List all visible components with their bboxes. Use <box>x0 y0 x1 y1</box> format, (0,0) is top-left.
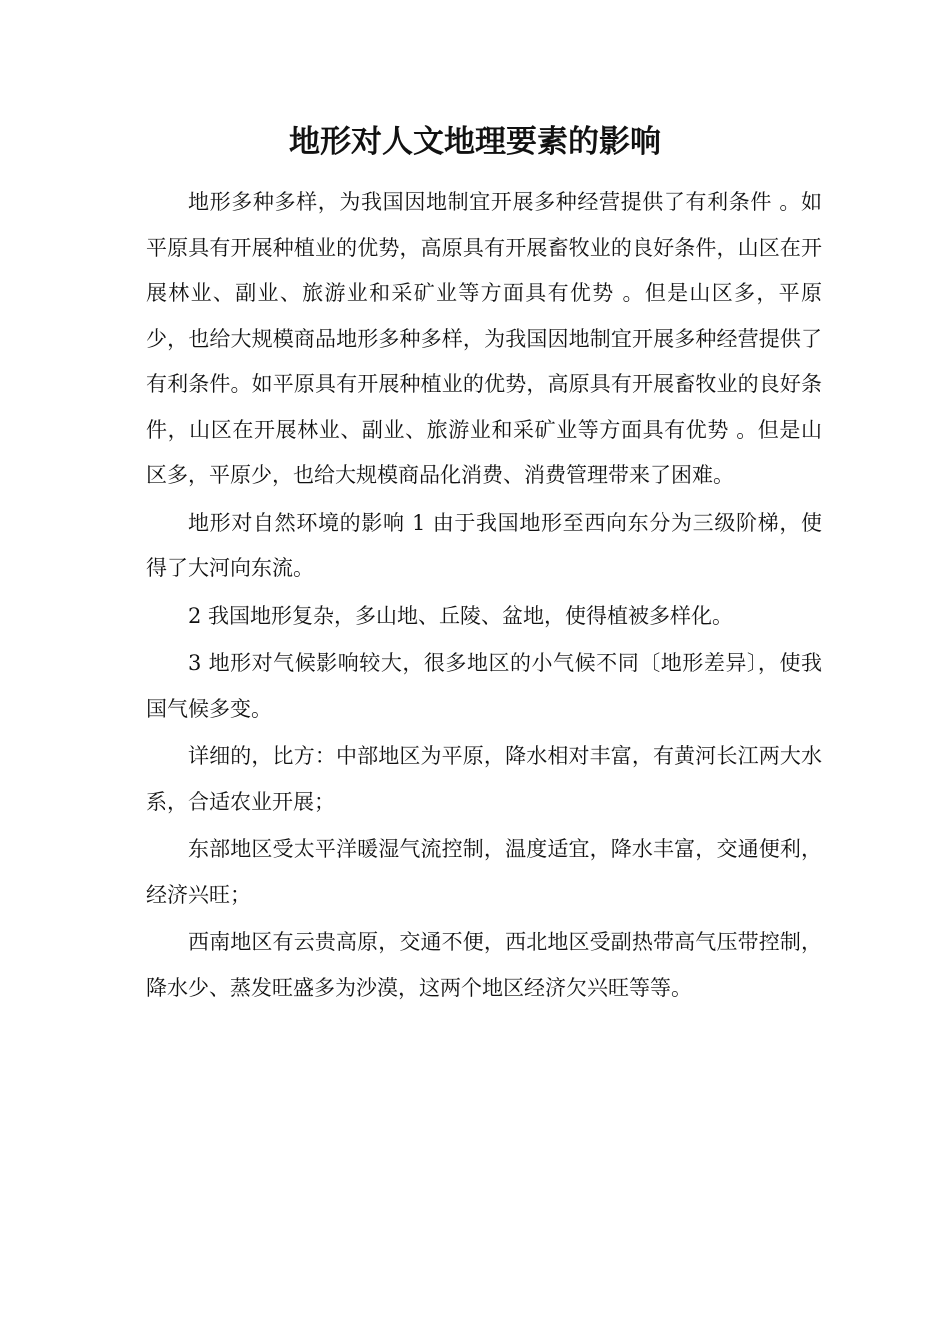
paragraph-climate-influence: 3 地形对气候影响较大，很多地区的小气候不同〔地形差异〕，使我国气候多变。 <box>146 651 822 721</box>
document-body <box>146 180 822 1011</box>
paragraph-vegetation-diversity: 2 我国地形复杂，多山地、丘陵、盆地，使得植被多样化。 <box>188 603 734 628</box>
paragraph-southwest-northwest-region: 西南地区有云贵高原，交通不便，西北地区受副热带高气压带控制，降水少、蒸发旺盛多为沙漠，这两个地区经济欠兴旺等等。 <box>146 930 822 1000</box>
paragraph-eastern-region: 东部地区受太平洋暖湿气流控制，温度适宜，降水丰富，交通便利，经济兴旺； <box>146 837 822 907</box>
document-title: 地形对人文地理要素的影响 <box>289 124 661 160</box>
paragraph-central-region: 详细的，比方：中部地区为平原，降水相对丰富，有黄河长江两大水系，合适农业开展； <box>146 744 822 814</box>
paragraph-terrain-natural-environment: 地形对自然环境的影响 1 由于我国地形至西向东分为三级阶梯，使得了大河向东流。 <box>146 510 822 580</box>
paragraph-terrain-diversity: 地形多种多样，为我国因地制宜开展多种经营提供了有利条件 。如平原具有开展种植业的优势，高原具有开展畜牧业的良好条件，山区在开展林业、副业、旅游业和采矿业等方面具有优势 。但是山区多，平原少，也给大规模商品地形多种多样，为我国因地制宜开展多种经营提供了有利条件。如平原具有开展种植业的优势，高原具有开展畜牧业的良好条件，山区在开展林业、副业、旅游业和采矿业等方面具有优势 。但是山区多，平原少，也给大规模商品化消费、消费管理带来了困难。 <box>146 190 822 487</box>
